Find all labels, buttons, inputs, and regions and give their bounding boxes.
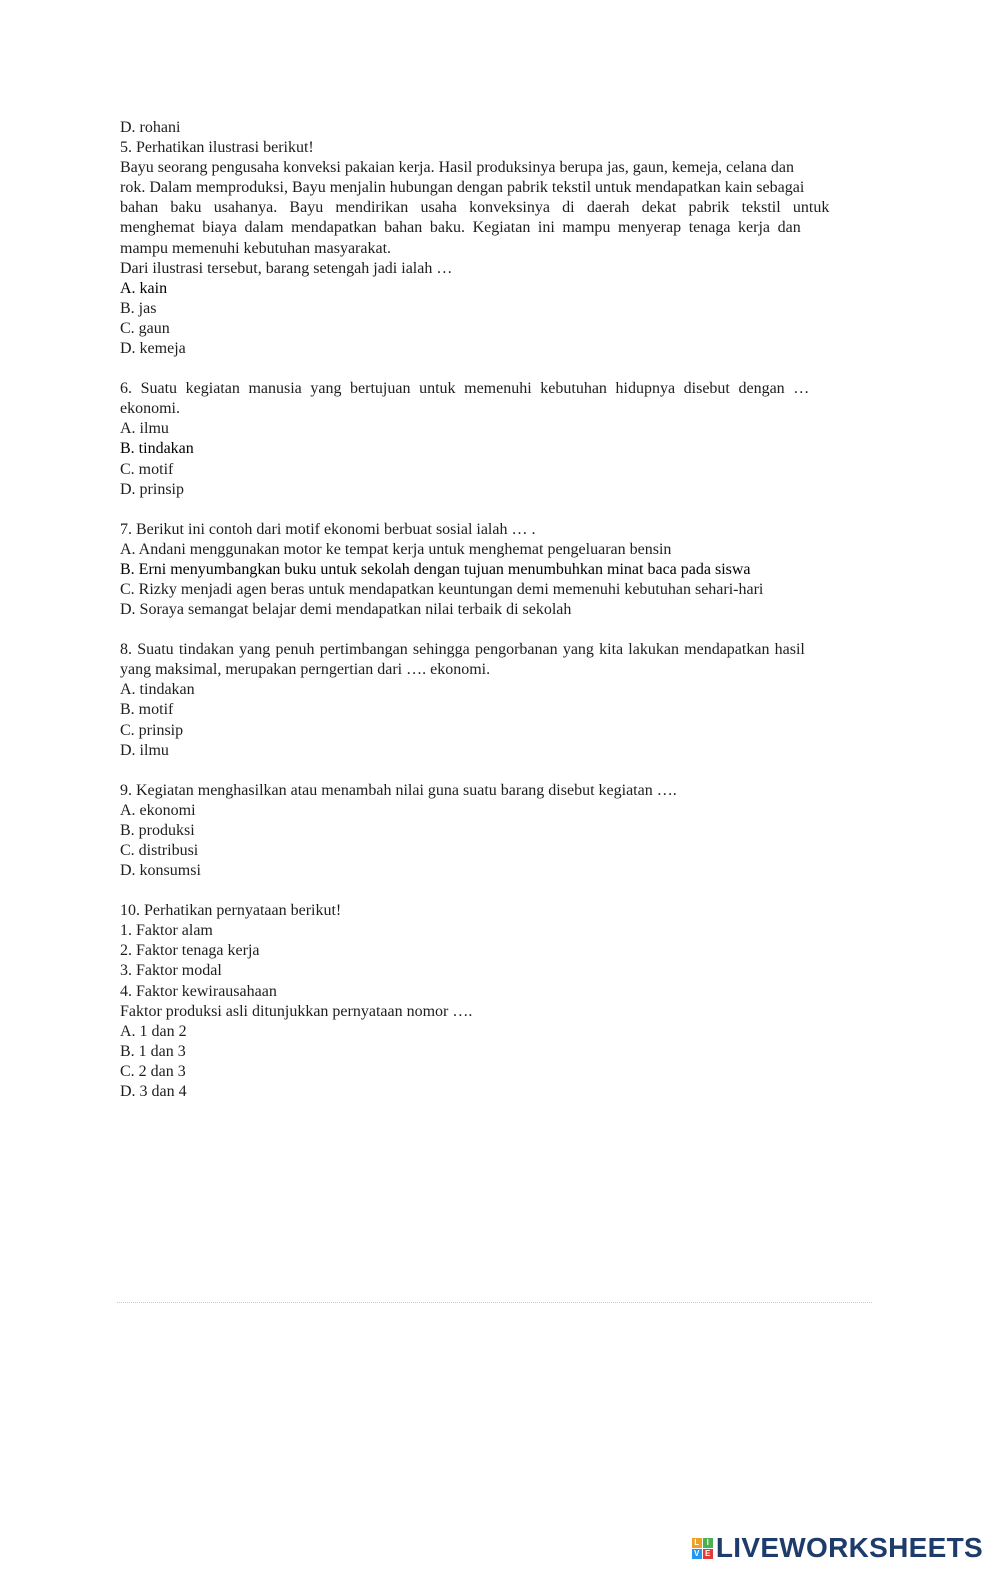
- q9-option-a: A. ekonomi: [120, 801, 196, 819]
- q10-statement: 1. Faktor alam: [120, 922, 213, 940]
- q5-question: Dari ilustrasi tersebut, barang setengah jadi ialah …: [120, 259, 453, 277]
- q6-question-line: 6. Suatu kegiatan manusia yang bertujuan untuk memenuhi kebutuhan hidupnya disebut dengan …: [120, 380, 810, 398]
- q5-passage-line: rok. Dalam memproduksi, Bayu menjalin hubungan dengan pabrik tekstil untuk mendapatkan kain sebagai: [120, 179, 805, 197]
- liveworksheets-brand[interactable]: [692, 1532, 983, 1564]
- q10-option-c: C. 2 dan 3: [120, 1062, 186, 1080]
- q7-option-c: C. Rizky menjadi agen beras untuk mendapatkan keuntungan demi memenuhi kebutuhan sehari-hari: [120, 580, 764, 598]
- q10-statement: 4. Faktor kewirausahaan: [120, 982, 277, 1000]
- logo-letter: E: [703, 1549, 713, 1559]
- q10-title: 10. Perhatikan pernyataan berikut!: [120, 902, 342, 920]
- q10-option-a: A. 1 dan 2: [120, 1022, 187, 1040]
- worksheet-page: [120, 118, 869, 1102]
- q10-statement: 3. Faktor modal: [120, 962, 222, 980]
- q5-passage: [120, 158, 869, 258]
- q5-title: 5. Perhatikan ilustrasi berikut!: [120, 139, 314, 157]
- q10-statement: 2. Faktor tenaga kerja: [120, 942, 260, 960]
- q10-option-b: B. 1 dan 3: [120, 1042, 186, 1060]
- q4-option-d: D. rohani: [120, 119, 181, 136]
- q9-option-d: D. konsumsi: [120, 862, 201, 880]
- q6-option-a: A. ilmu: [120, 420, 169, 438]
- q6-option-c: C. motif: [120, 460, 174, 478]
- q6-question-line: ekonomi.: [120, 400, 180, 418]
- q5-option-b: B. jas: [120, 299, 157, 317]
- q7-option-b: B. Erni menyumbangkan buku untuk sekolah dengan tujuan menumbuhkan minat baca pada siswa: [120, 560, 751, 578]
- logo-letter: L: [692, 1538, 702, 1548]
- q9-option-c: C. distribusi: [120, 842, 199, 859]
- q8-option-c: C. prinsip: [120, 721, 184, 739]
- page-divider: [117, 1302, 872, 1303]
- q5-passage-line: menghemat biaya dalam mendapatkan bahan baku. Kegiatan ini mampu menyerap tenaga kerja dan: [120, 219, 801, 237]
- q7-option-a: A. Andani menggunakan motor ke tempat kerja untuk menghemat pengeluaran bensin: [120, 540, 672, 558]
- logo-letter: I: [703, 1538, 713, 1548]
- q8-option-a: A. tindakan: [120, 681, 195, 699]
- q5-passage-line: bahan baku usahanya. Bayu mendirikan usaha konveksinya di daerah dekat pabrik tekstil untuk: [120, 199, 830, 217]
- q5-option-a: A. kain: [120, 279, 168, 297]
- q8-option-b: B. motif: [120, 701, 174, 719]
- q10-option-d: D. 3 dan 4: [120, 1083, 187, 1101]
- q5-option-d: D. kemeja: [120, 340, 186, 358]
- q8-question-line: yang maksimal, merupakan perngertian dari …. ekonomi.: [120, 661, 491, 679]
- q6-option-d: D. prinsip: [120, 480, 184, 498]
- q5-option-c: C. gaun: [120, 319, 170, 337]
- q9-question: 9. Kegiatan menghasilkan atau menambah nilai guna suatu barang disebut kegiatan ….: [120, 781, 677, 799]
- q10-question: Faktor produksi asli ditunjukkan pernyataan nomor ….: [120, 1002, 473, 1020]
- logo-letter: V: [692, 1549, 702, 1559]
- q5-passage-line: mampu memenuhi kebutuhan masyarakat.: [120, 239, 392, 257]
- brand-name: LIVEWORKSHEETS: [715, 1532, 983, 1563]
- q6-option-b: B. tindakan: [120, 440, 194, 458]
- q7-question: 7. Berikut ini contoh dari motif ekonomi berbuat sosial ialah … .: [120, 520, 536, 538]
- q5-passage-line: Bayu seorang pengusaha konveksi pakaian kerja. Hasil produksinya berupa jas, gaun, kemeja, celana dan: [120, 159, 794, 177]
- q8-option-d: D. ilmu: [120, 741, 169, 759]
- q9-option-b: B. produksi: [120, 821, 195, 839]
- q8-question-line: 8. Suatu tindakan yang penuh pertimbangan sehingga pengorbanan yang kita lakukan mendapatkan hasil: [120, 641, 805, 659]
- q7-option-d: D. Soraya semangat belajar demi mendapatkan nilai terbaik di sekolah: [120, 601, 572, 619]
- liveworksheets-logo-icon: [692, 1538, 713, 1559]
